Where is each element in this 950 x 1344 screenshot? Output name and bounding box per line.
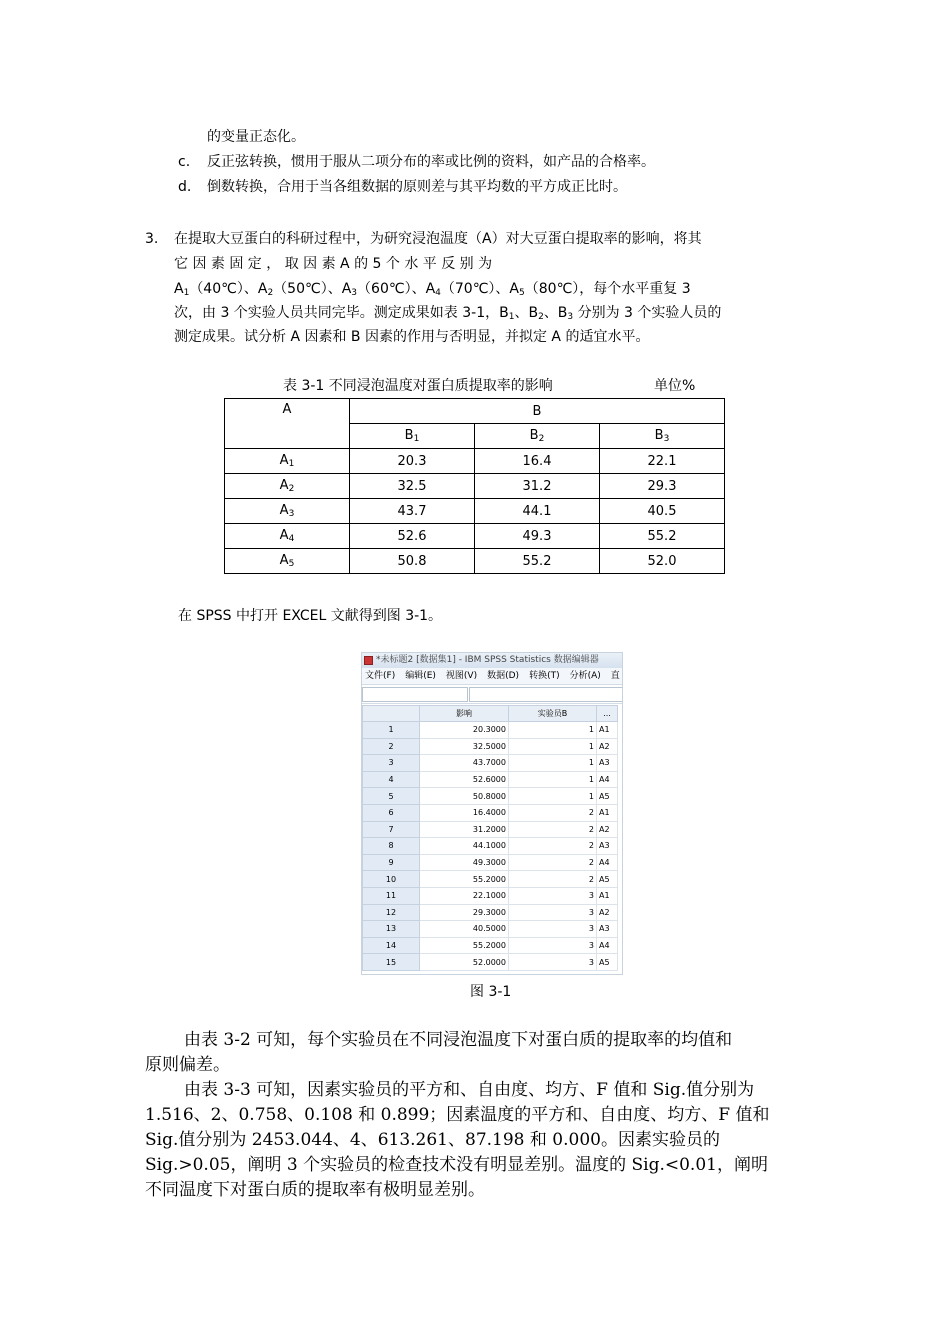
menu-transform[interactable]: 转换(T) [529, 671, 560, 681]
figure-caption: 图 3-1 [470, 984, 512, 1000]
grid-row [363, 722, 618, 739]
corner-cell [363, 706, 420, 722]
grid-row [363, 755, 618, 772]
grid-row [363, 838, 618, 855]
row-label: $A_1$ [225, 449, 350, 474]
table-cell: 52.0 [600, 549, 725, 574]
list-marker: d. [178, 179, 192, 195]
table-subheader: $B_2$ [475, 424, 600, 449]
grid-row [363, 821, 618, 838]
table-header-b: B [350, 399, 725, 424]
row-number[interactable]: 2 [363, 738, 420, 755]
table-row [225, 449, 725, 474]
table-cell: 55.2 [600, 524, 725, 549]
row-number[interactable]: 14 [363, 937, 420, 954]
grid-row [363, 788, 618, 805]
row-label: $A_3$ [225, 499, 350, 524]
paragraph-line: Sig.值分别为 2453.044、4、613.261、87.198 和 0.000。因素实验员的 [145, 1130, 720, 1150]
row-number[interactable]: 1 [363, 722, 420, 739]
table-cell: 16.4 [475, 449, 600, 474]
grid-cell[interactable]: 29.3000 [420, 904, 509, 921]
grid-cell[interactable]: A4 [597, 771, 618, 788]
row-number[interactable]: 6 [363, 804, 420, 821]
grid-cell[interactable]: 49.3000 [420, 854, 509, 871]
grid-cell[interactable]: A5 [597, 788, 618, 805]
grid-row [363, 871, 618, 888]
spss-note: 在 SPSS 中打开 EXCEL 文献得到图 3-1。 [178, 608, 443, 624]
paragraph-line: 不同温度下对蛋白质的提取率有极明显差别。 [145, 1180, 485, 1200]
grid-cell[interactable]: 3 [509, 887, 597, 904]
continuation-line: 的变量正态化。 [207, 129, 305, 145]
table-cell: 32.5 [350, 474, 475, 499]
grid-row [363, 771, 618, 788]
grid-row [363, 937, 618, 954]
grid-row [363, 954, 618, 971]
grid-cell[interactable]: A1 [597, 804, 618, 821]
table-cell: 22.1 [600, 449, 725, 474]
grid-row [363, 904, 618, 921]
table-row [225, 474, 725, 499]
row-number[interactable]: 8 [363, 838, 420, 855]
grid-cell[interactable]: A5 [597, 954, 618, 971]
grid-row [363, 804, 618, 821]
grid-cell[interactable]: A2 [597, 738, 618, 755]
spss-window-title: *未标题2 [数据集1] - IBM SPSS Statistics 数据编辑器 [376, 655, 599, 665]
grid-cell[interactable]: A3 [597, 838, 618, 855]
table-subheader: $B_1$ [350, 424, 475, 449]
grid-cell[interactable]: A1 [597, 887, 618, 904]
list-marker: c. [178, 154, 191, 170]
grid-cell[interactable]: 3 [509, 954, 597, 971]
grid-cell[interactable]: A4 [597, 854, 618, 871]
grid-cell[interactable]: 3 [509, 904, 597, 921]
table-cell: 49.3 [475, 524, 600, 549]
table-cell: 44.1 [475, 499, 600, 524]
table-cell: 20.3 [350, 449, 475, 474]
row-label: $A_2$ [225, 474, 350, 499]
grid-cell[interactable]: A2 [597, 904, 618, 921]
grid-cell[interactable]: 40.5000 [420, 921, 509, 938]
row-number[interactable]: 11 [363, 887, 420, 904]
menu-file[interactable]: 文件(F) [365, 671, 396, 681]
question-line: 在提取大豆蛋白的科研过程中，为研究浸泡温度（A）对大豆蛋白提取率的影响，将其 [174, 231, 702, 247]
table-row [225, 524, 725, 549]
list-item: 反正弦转换，惯用于服从二项分布的率或比例的资料，如产品的合格率。 [207, 154, 655, 170]
table-subheader: $B_3$ [600, 424, 725, 449]
grid-cell[interactable]: 1 [509, 771, 597, 788]
row-label: $A_4$ [225, 524, 350, 549]
grid-cell[interactable]: 32.5000 [420, 738, 509, 755]
grid-cell[interactable]: 2 [509, 854, 597, 871]
grid-row [363, 854, 618, 871]
grid-cell[interactable]: 3 [509, 921, 597, 938]
paragraph-line: 原则偏差。 [145, 1055, 230, 1075]
row-number[interactable]: 12 [363, 904, 420, 921]
grid-cell[interactable]: A4 [597, 937, 618, 954]
grid-cell[interactable]: 43.7000 [420, 755, 509, 772]
grid-cell[interactable]: 22.1000 [420, 887, 509, 904]
row-number[interactable]: 4 [363, 771, 420, 788]
table-unit: 单位% [654, 378, 696, 394]
grid-cell[interactable]: 16.4000 [420, 804, 509, 821]
row-number[interactable]: 15 [363, 954, 420, 971]
grid-cell[interactable]: 52.0000 [420, 954, 509, 971]
table-cell: 52.6 [350, 524, 475, 549]
grid-cell[interactable]: 50.8000 [420, 788, 509, 805]
column-header[interactable]: 影响 [420, 706, 509, 722]
spss-data-grid [362, 705, 618, 971]
row-number[interactable]: 10 [363, 871, 420, 888]
grid-cell[interactable]: 44.1000 [420, 838, 509, 855]
grid-cell[interactable]: 2 [509, 821, 597, 838]
table-cell: 40.5 [600, 499, 725, 524]
spss-app-icon [364, 656, 373, 665]
question-number: 3. [145, 231, 159, 247]
grid-cell[interactable]: A1 [597, 722, 618, 739]
question-line-levels: $A_1(40℃)$、$A_2(50℃)$、$A_3(60℃)$、$A_4(70℃)$、$A_5(80℃)$，每个水平重复 3 [174, 281, 691, 298]
row-number[interactable]: 9 [363, 854, 420, 871]
table-cell: 31.2 [475, 474, 600, 499]
question-line: 它 因 素 固 定 ， 取 因 素 A 的 5 个 水 平 反 别 为 [174, 256, 493, 272]
grid-cell[interactable]: 1 [509, 738, 597, 755]
list-item: 倒数转换，合用于当各组数据的原则差与其平均数的平方成正比时。 [207, 179, 627, 195]
cell-reference-box[interactable] [362, 687, 468, 702]
spss-screenshot [361, 652, 623, 975]
grid-row [363, 887, 618, 904]
table-caption: 表 3-1 不同浸泡温度对蛋白质提取率的影响 [283, 378, 553, 394]
paragraph-line: 由表 3-2 可知，每个实验员在不同浸泡温度下对蛋白质的提取率的均值和 [184, 1030, 733, 1050]
question-line-b: 次，由 3 个实验人员共同完毕。测定成果如表 3-1，$B_1$、$B_2$、$B_3$ 分别为 3 个实验人员的 [174, 305, 722, 322]
spss-title-bar [362, 653, 622, 668]
grid-cell[interactable]: 3 [509, 937, 597, 954]
grid-cell[interactable]: 55.2000 [420, 937, 509, 954]
grid-cell[interactable]: A3 [597, 921, 618, 938]
row-number[interactable]: 13 [363, 921, 420, 938]
grid-row [363, 921, 618, 938]
grid-cell[interactable]: 2 [509, 838, 597, 855]
grid-cell[interactable]: A3 [597, 755, 618, 772]
menu-analyze[interactable]: 分析(A) [569, 671, 601, 681]
grid-cell[interactable]: 1 [509, 788, 597, 805]
grid-cell[interactable]: A5 [597, 871, 618, 888]
spss-cell-bar [362, 685, 622, 704]
grid-cell[interactable]: 1 [509, 755, 597, 772]
row-number[interactable]: 3 [363, 755, 420, 772]
grid-cell[interactable]: 2 [509, 804, 597, 821]
table-row [225, 549, 725, 574]
cell-value-box[interactable] [469, 687, 623, 702]
spss-menu-bar [362, 668, 622, 685]
grid-cell[interactable]: 31.2000 [420, 821, 509, 838]
table-cell: 55.2 [475, 549, 600, 574]
question-line: 测定成果。试分析 A 因素和 B 因素的作用与否明显，并拟定 A 的适宜水平。 [174, 329, 650, 345]
grid-cell[interactable]: 55.2000 [420, 871, 509, 888]
table-row [225, 499, 725, 524]
column-header[interactable]: 实验员B [509, 706, 597, 722]
menu-more[interactable]: 直 [610, 671, 620, 681]
table-cell: 50.8 [350, 549, 475, 574]
row-number[interactable]: 5 [363, 788, 420, 805]
table-cell: 29.3 [600, 474, 725, 499]
menu-data[interactable]: 数据(D) [487, 671, 520, 681]
row-label: $A_5$ [225, 549, 350, 574]
menu-view[interactable]: 视图(V) [445, 671, 478, 681]
grid-cell[interactable]: A2 [597, 821, 618, 838]
paragraph-line: Sig.>0.05，阐明 3 个实验员的检查技术没有明显差别。温度的 Sig.<0.01，阐明 [145, 1155, 768, 1175]
paragraph-line: 由表 3-3 可知，因素实验员的平方和、自由度、均方、F 值和 Sig.值分别为 [184, 1080, 755, 1100]
grid-cell[interactable]: 2 [509, 871, 597, 888]
column-header[interactable]: ... [597, 706, 618, 722]
grid-cell[interactable]: 1 [509, 722, 597, 739]
grid-cell[interactable]: 52.6000 [420, 771, 509, 788]
data-table [224, 398, 725, 574]
row-number[interactable]: 7 [363, 821, 420, 838]
paragraph-line: 1.516、2、0.758、0.108 和 0.899；因素温度的平方和、自由度、均方、F 值和 [145, 1105, 770, 1125]
table-cell: 43.7 [350, 499, 475, 524]
table-header-a: A [225, 399, 350, 449]
menu-edit[interactable]: 编辑(E) [405, 671, 436, 681]
grid-row [363, 738, 618, 755]
grid-cell[interactable]: 20.3000 [420, 722, 509, 739]
